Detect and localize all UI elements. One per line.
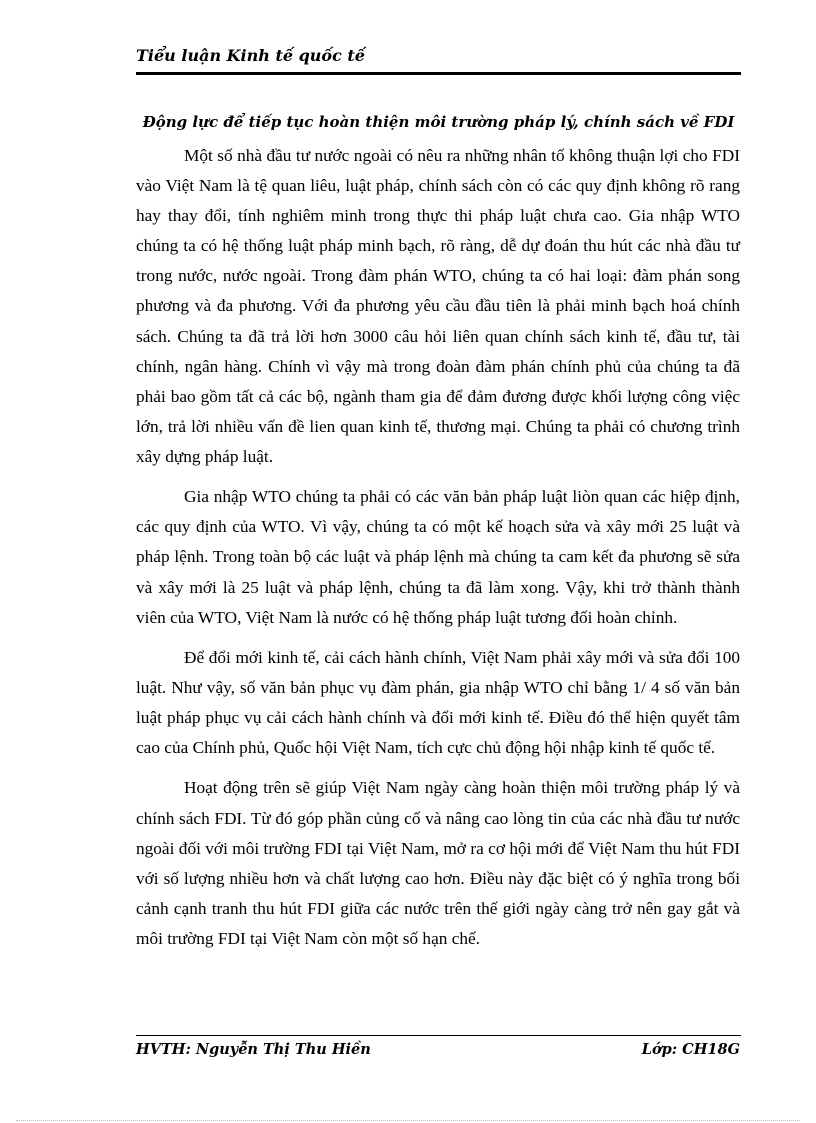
footer-divider [136,1035,741,1036]
paragraph: Một số nhà đầu tư nước ngoài có nêu ra những nhân tố không thuận lợi cho FDI vào Việt Nam là tệ quan liêu, luật pháp, chính sách còn có các quy định không rõ rang hay thay đổi, tính nghiêm minh trong thực thi pháp luật chưa cao. Gia nhập WTO chúng ta có hệ thống luật pháp minh bạch, rõ ràng, dễ dự đoán thu hút các nhà đầu tư trong nước, nước ngoài. Trong đàm phán WTO, chúng ta có hai loại: đàm phán song phương và đa phương. Với đa phương yêu cầu đầu tiên là phải minh bạch hoá chính sách. Chúng ta đã trả lời hơn 3000 câu hỏi liên quan chính sách kinh tế, đầu tư, tài chính, ngân hàng. Chính vì vậy mà trong đoàn đàm phán chính phủ của chúng ta đã phải bao gồm tất cả các bộ, ngành tham gia để đảm đương được khối lượng công việc lớn, trả lời nhiều vấn đề lien quan kinh tế, thương mại. Chúng ta phải có chương trình xây dựng pháp luật. [136,146,740,466]
running-header-title: Tiểu luận Kinh tế quốc tế [136,46,365,65]
header-divider [136,72,741,75]
paragraph: Gia nhập WTO chúng ta phải có các văn bản pháp luật liòn quan các hiệp định, các quy định của WTO. Vì vậy, chúng ta có một kế hoạch sửa và xây mới 25 luật và pháp lệnh. Trong toàn bộ các luật và pháp lệnh mà chúng ta cam kết đa phương sẽ sửa và xây mới là 25 luật và pháp lệnh, chúng ta đã làm xong. Vậy, khi trở thành thành viên của WTO, Việt Nam là nước có hệ thống pháp luật tương đối hoàn chỉnh. [136,487,740,627]
footer-author: HVTH: Nguyễn Thị Thu Hiền [136,1041,371,1058]
section-heading: Động lực để tiếp tục hoàn thiện môi trường pháp lý, chính sách về FDI [142,113,735,131]
footer-class: Lớp: CH18G [641,1041,740,1058]
paragraph: Hoạt động trên sẽ giúp Việt Nam ngày càng hoàn thiện môi trường pháp lý và chính sách FDI. Từ đó góp phần củng cố và nâng cao lòng tin của các nhà đầu tư nước ngoài đối với môi trường FDI tại Việt Nam, mở ra cơ hội mới để Việt Nam thu hút FDI với số lượng nhiều hơn và chất lượng cao hơn. Điều này đặc biệt có ý nghĩa trong bối cảnh cạnh tranh thu hút FDI giữa các nước trên thế giới ngày càng trở nên gay gắt và môi trường FDI tại Việt Nam còn một số hạn chế. [136,778,740,948]
page-boundary-line [16,1120,800,1121]
body-text [136,141,740,964]
paragraph: Để đổi mới kinh tế, cải cách hành chính, Việt Nam phải xây mới và sửa đổi 100 luật. Như vậy, số văn bản phục vụ đàm phán, gia nhập WTO chỉ bằng 1/ 4 số văn bản luật pháp phục vụ cải cách hành chính và đổi mới kinh tế. Điều đó thể hiện quyết tâm cao của Chính phủ, Quốc hội Việt Nam, tích cực chủ động hội nhập kinh tế quốc tế. [136,647,740,758]
